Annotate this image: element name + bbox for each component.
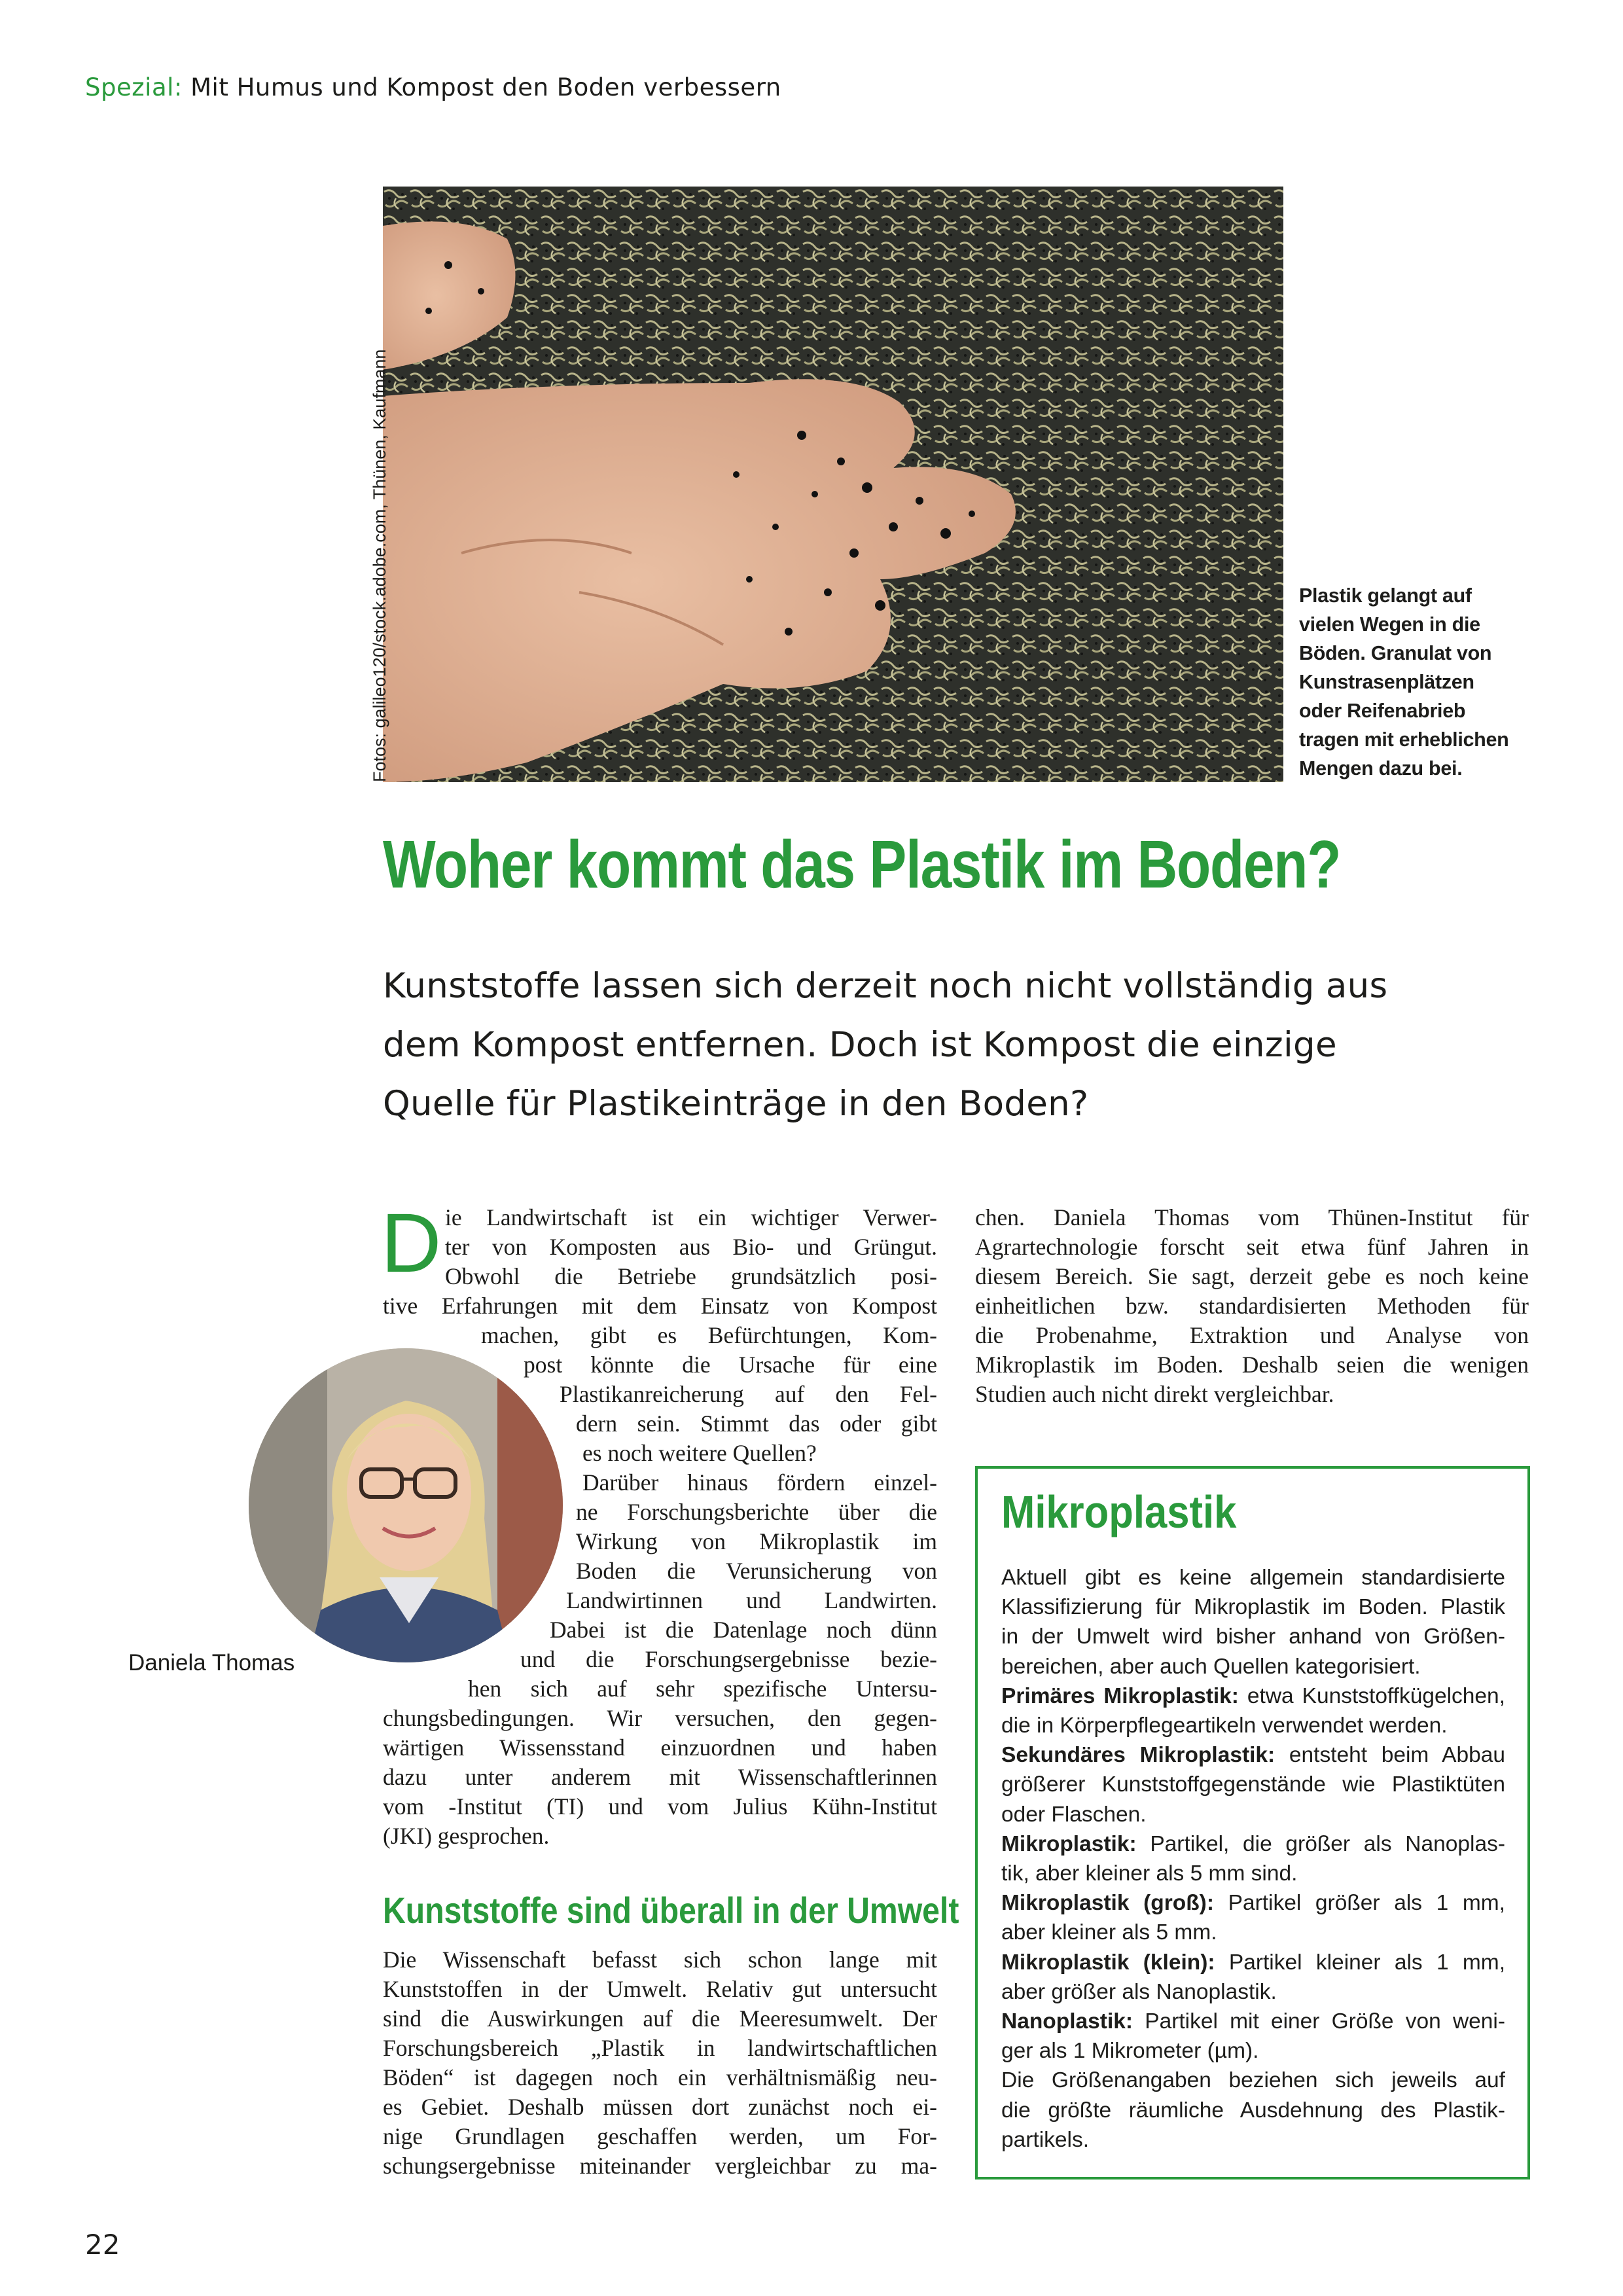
body-text-line: einheitlichen bzw. standardisierten Methoden für [975, 1293, 1529, 1319]
body-text-line: ne Forschungsberichte über die [576, 1499, 937, 1525]
info-box-line [1001, 1829, 1505, 1859]
body-text-line: Wirkung von Mikroplastik im [576, 1528, 937, 1554]
info-box-line [1001, 2036, 1505, 2066]
info-box-term: Nanoplastik: [1001, 2009, 1133, 2034]
info-box-line [1001, 2066, 1505, 2095]
person-portrait-image [249, 1348, 563, 1662]
header-section: Spezial: [85, 73, 183, 101]
info-box-line [1001, 1711, 1505, 1740]
info-box-line [1001, 1888, 1505, 1918]
body-text-line: Plastikanreicherung auf den Fel- [560, 1381, 937, 1407]
body-text-line: ter von Komposten aus Bio- und Grüngut. [445, 1234, 937, 1260]
lead-line: Kunststoffe lassen sich derzeit noch nicht vollständig aus [383, 966, 1388, 1006]
info-box-line [1001, 1681, 1505, 1711]
info-box-text: die größte räumliche Ausdehnung des Plastik- [1001, 2098, 1505, 2123]
body-text-line: hen sich auf sehr spezifische Untersu- [468, 1676, 937, 1702]
info-box-line [1001, 1770, 1505, 1799]
body-text-line: Boden die Verunsicherung von [576, 1558, 937, 1584]
info-box-text: bereichen, aber auch Quellen kategorisiert. [1001, 1654, 1421, 1679]
body-text-line: Kunststoffen in der Umwelt. Relativ gut untersucht [383, 1976, 937, 2002]
body-text-line: Darüber hinaus fördern einzel- [582, 1469, 937, 1496]
info-box-line [1001, 1977, 1505, 2007]
lead-line: dem Kompost entfernen. Doch ist Kompost die einzige [383, 1025, 1337, 1065]
page-number: 22 [85, 2229, 120, 2261]
body-text-line: Böden“ ist dagegen noch ein verhältnismäßig neu- [383, 2064, 937, 2090]
info-box-text: tik, aber kleiner als 5 mm sind. [1001, 1861, 1298, 1886]
info-box-text: Partikel kleiner als 1 mm, [1215, 1950, 1505, 1975]
body-text-line: Studien auch nicht direkt vergleichbar. [975, 1381, 1334, 1407]
info-box-text: oder Flaschen. [1001, 1802, 1147, 1827]
info-box-text: aber kleiner als 5 mm. [1001, 1920, 1217, 1945]
info-box-line [1001, 1948, 1505, 1977]
info-box-line [1001, 1652, 1505, 1681]
body-text-line: dern sein. Stimmt das oder gibt [576, 1410, 937, 1437]
body-text-line: Obwohl die Betriebe grundsätzlich posi- [445, 1263, 937, 1289]
caption-line: Plastik gelangt auf [1299, 584, 1472, 607]
running-header [85, 73, 781, 101]
info-box-line [1001, 1918, 1505, 1947]
info-box-text: partikels. [1001, 2127, 1090, 2152]
body-text-line: chen. Daniela Thomas vom Thünen-Institut für [975, 1204, 1529, 1230]
info-box-line [1001, 1800, 1505, 1829]
info-box-line [1001, 2125, 1505, 2155]
info-box-text: die in Körperpflegeartikeln verwendet werden. [1001, 1713, 1448, 1738]
article-lead [383, 957, 1574, 1134]
body-text-line: wärtigen Wissensstand einzuordnen und haben [383, 1734, 937, 1761]
body-text-line: Die Wissenschaft befasst sich schon lange mit [383, 1946, 937, 1973]
info-box-text: aber größer als Nanoplastik. [1001, 1979, 1277, 2004]
caption-line: Mengen dazu bei. [1299, 757, 1463, 780]
body-text-line: machen, gibt es Befürchtungen, Kom- [481, 1322, 937, 1348]
caption-line: vielen Wegen in die [1299, 613, 1480, 636]
body-text-line: Forschungsbereich „Plastik in landwirtschaftlichen [383, 2035, 937, 2061]
info-box-text: Partikel größer als 1 mm, [1213, 1891, 1505, 1916]
caption-line: oder Reifenabrieb [1299, 700, 1466, 722]
info-box-text: Aktuell gibt es keine allgemein standardisierte [1001, 1566, 1505, 1590]
portrait-label: Daniela Thomas [128, 1650, 295, 1676]
info-box-text: Klassifizierung für Mikroplastik im Boden. Plastik [1001, 1595, 1505, 1620]
info-box-text: etwa Kunststoffkügelchen, [1238, 1683, 1505, 1708]
info-box-line [1001, 1592, 1505, 1622]
body-text-line: ie Landwirtschaft ist ein wichtiger Verwer- [445, 1204, 937, 1230]
body-text-line: und die Forschungsergebnisse bezie- [520, 1646, 937, 1672]
article-photo [383, 187, 1283, 782]
body-text-line: die Probenahme, Extraktion und Analyse von [975, 1322, 1529, 1348]
info-box-line [1001, 1740, 1505, 1770]
info-box-line [1001, 1859, 1505, 1888]
article-title: Woher kommt das Plastik im Boden? [383, 827, 1341, 902]
info-box-text: in der Umwelt wird bisher anhand von Größen- [1001, 1624, 1505, 1649]
info-box-line [1001, 2096, 1505, 2125]
body-text-line: diesem Bereich. Sie sagt, derzeit gebe es noch keine [975, 1263, 1529, 1289]
body-text-line: Dabei ist die Datenlage noch dünn [550, 1617, 937, 1643]
info-box-term: Primäres Mikroplastik: [1001, 1683, 1239, 1708]
body-text-line: post könnte die Ursache für eine [524, 1352, 937, 1378]
body-text-line: Mikroplastik im Boden. Deshalb seien die wenigen [975, 1352, 1529, 1378]
body-text-line: nige Grundlagen geschaffen werden, um For- [383, 2123, 937, 2149]
info-box-text: Partikel mit einer Größe von weni- [1133, 2009, 1505, 2034]
photo-credit: Fotos: galileo120/stock.adobe.com, Thünen, Kaufmann [370, 349, 389, 782]
section-subheading: Kunststoffe sind überall in der Umwelt [383, 1890, 959, 1931]
info-box-text: entsteht beim Abbau [1275, 1743, 1505, 1768]
body-text-line: sind die Auswirkungen auf die Meeresumwelt. Der [383, 2005, 937, 2032]
info-box-line [1001, 1622, 1505, 1651]
info-box-text: Die Größenangaben beziehen sich jeweils auf [1001, 2068, 1505, 2093]
body-text-line: Landwirtinnen und Landwirten. [566, 1587, 937, 1613]
body-text-line: (JKI) gesprochen. [383, 1823, 550, 1849]
body-text-line: vom -Institut (TI) und vom Julius Kühn-Institut [383, 1793, 937, 1820]
body-text-line: Agrartechnologie forscht seit etwa fünf Jahren in [975, 1234, 1529, 1260]
caption-line: Kunstrasenplätzen [1299, 671, 1474, 693]
photo-caption [1299, 581, 1548, 783]
body-text-line: es noch weitere Quellen? [582, 1440, 817, 1466]
info-box-text: Partikel, die größer als Nanoplas- [1136, 1831, 1505, 1856]
caption-line: Böden. Granulat von [1299, 642, 1492, 664]
caption-line: tragen mit erheblichen [1299, 728, 1509, 751]
info-box-term: Mikroplastik (groß): [1001, 1891, 1214, 1916]
body-text-line: es Gebiet. Deshalb müssen dort zunächst noch ei- [383, 2094, 937, 2120]
granulate-hand-image [383, 187, 1283, 782]
body-text-line: schungsergebnisse miteinander vergleichbar zu ma- [383, 2153, 937, 2179]
info-box-line [1001, 1563, 1505, 1592]
body-text-line: dazu unter anderem mit Wissenschaftlerinnen [383, 1764, 937, 1790]
portrait-photo [249, 1348, 563, 1662]
drop-cap: D [381, 1196, 442, 1290]
header-topic: Mit Humus und Kompost den Boden verbessern [190, 73, 781, 101]
info-box-title: Mikroplastik [1001, 1486, 1237, 1537]
info-box-term: Sekundäres Mikroplastik: [1001, 1743, 1275, 1768]
info-box-text: größerer Kunststoffgegenstände wie Plastiktüten [1001, 1772, 1505, 1797]
info-box-term: Mikroplastik: [1001, 1831, 1137, 1856]
lead-line: Quelle für Plastikeinträge in den Boden? [383, 1084, 1089, 1124]
body-text-line: tive Erfahrungen mit dem Einsatz von Kompost [383, 1293, 937, 1319]
body-text-line: chungsbedingungen. Wir versuchen, den gegen- [383, 1705, 937, 1731]
info-box-line [1001, 2007, 1505, 2036]
info-box-term: Mikroplastik (klein): [1001, 1950, 1215, 1975]
info-box-text: ger als 1 Mikrometer (µm). [1001, 2039, 1259, 2064]
